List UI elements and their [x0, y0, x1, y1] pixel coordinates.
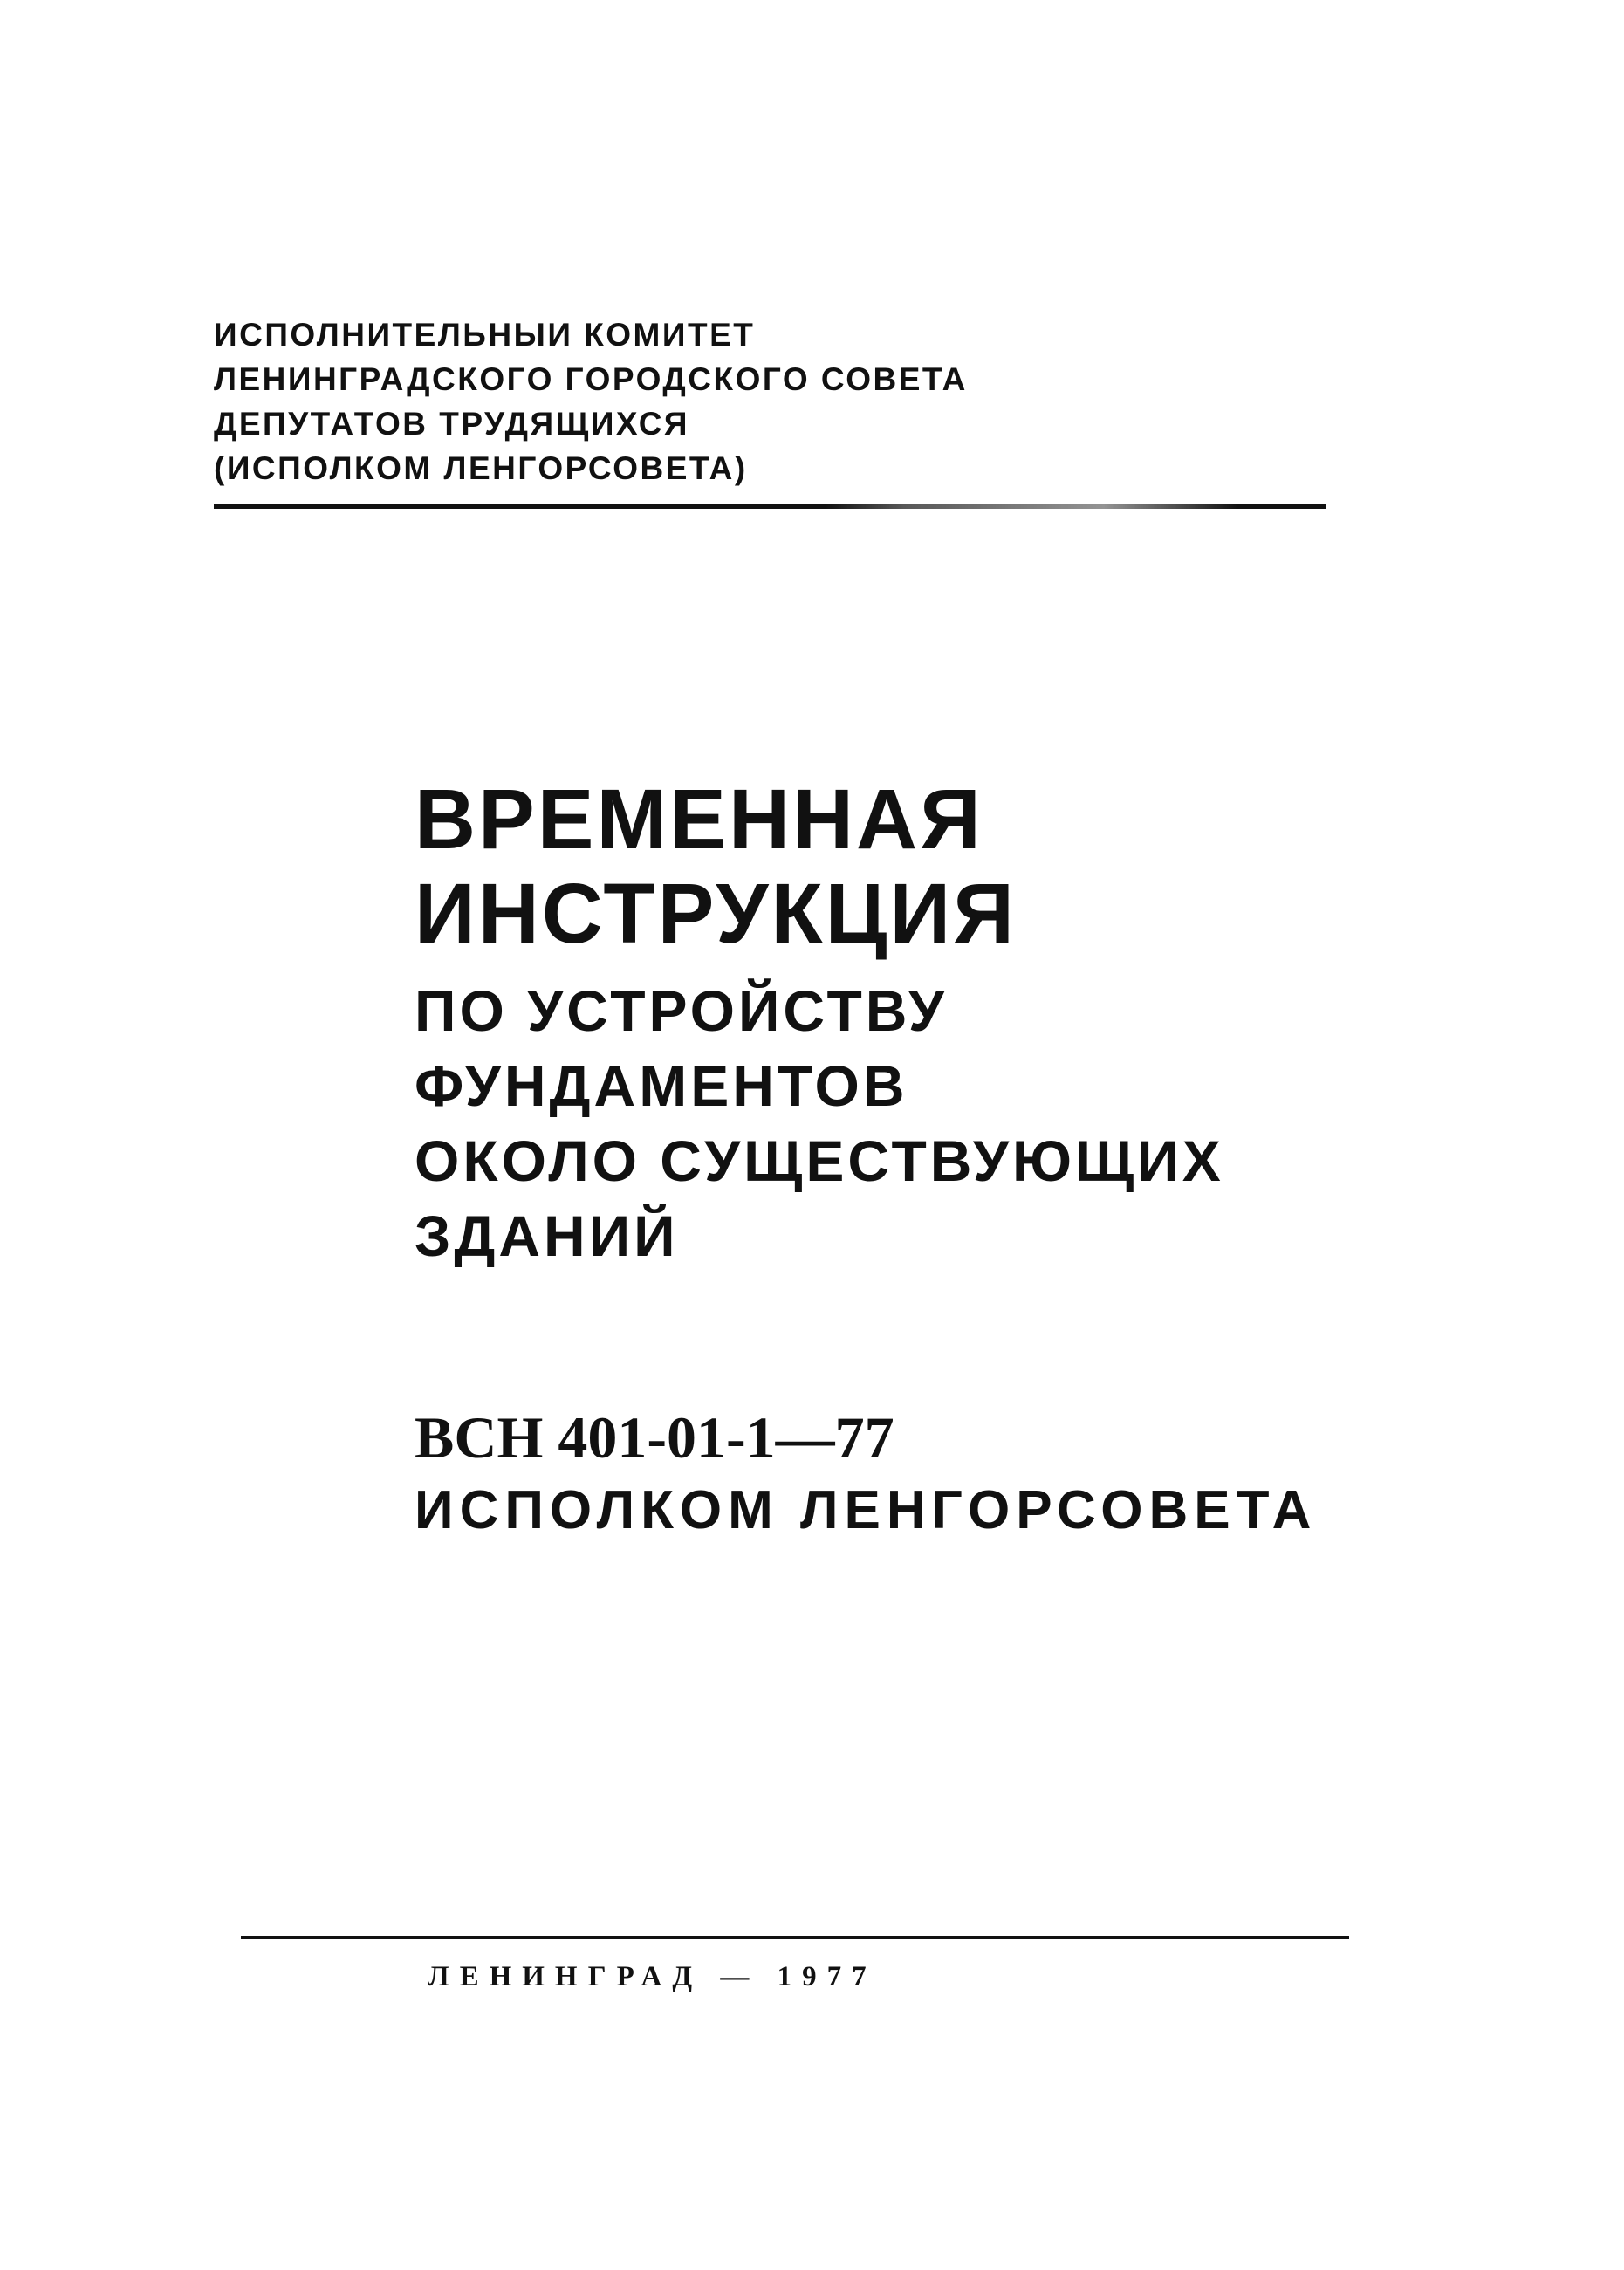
header-divider [214, 504, 1326, 509]
issuing-authority [214, 312, 968, 490]
document-title [415, 772, 1224, 1273]
document-designation [415, 1401, 1317, 1547]
authority-line-3: ДЕПУТАТОВ ТРУДЯЩИХСЯ [214, 406, 690, 442]
title-line-2: ИНСТРУКЦИЯ [415, 866, 1017, 961]
imprint-city-year: ЛЕНИНГРАД — 1977 [428, 1961, 877, 1992]
authority-line-4: (ИСПОЛКОМ ЛЕНГОРСОВЕТА) [214, 450, 748, 486]
standard-code: ВСН 401-01-1—77 [415, 1404, 894, 1471]
authority-line-1: ИСПОЛНИТЕЛЬНЫИ КОМИТЕТ [214, 317, 756, 353]
subtitle-line-1: ПО УСТРОЙСТВУ [415, 978, 948, 1043]
title-line-1: ВРЕМЕННАЯ [415, 772, 983, 867]
footer-divider [241, 1936, 1349, 1939]
authority-line-2: ЛЕНИНГРАДСКОГО ГОРОДСКОГО СОВЕТА [214, 361, 968, 397]
subtitle-line-4: ЗДАНИЙ [415, 1204, 679, 1268]
subtitle-line-3: ОКОЛО СУЩЕСТВУЮЩИХ [415, 1128, 1224, 1193]
subtitle-line-2: ФУНДАМЕНТОВ [415, 1053, 908, 1118]
standard-org: ИСПОЛКОМ ЛЕНГОРСОВЕТА [415, 1480, 1318, 1540]
